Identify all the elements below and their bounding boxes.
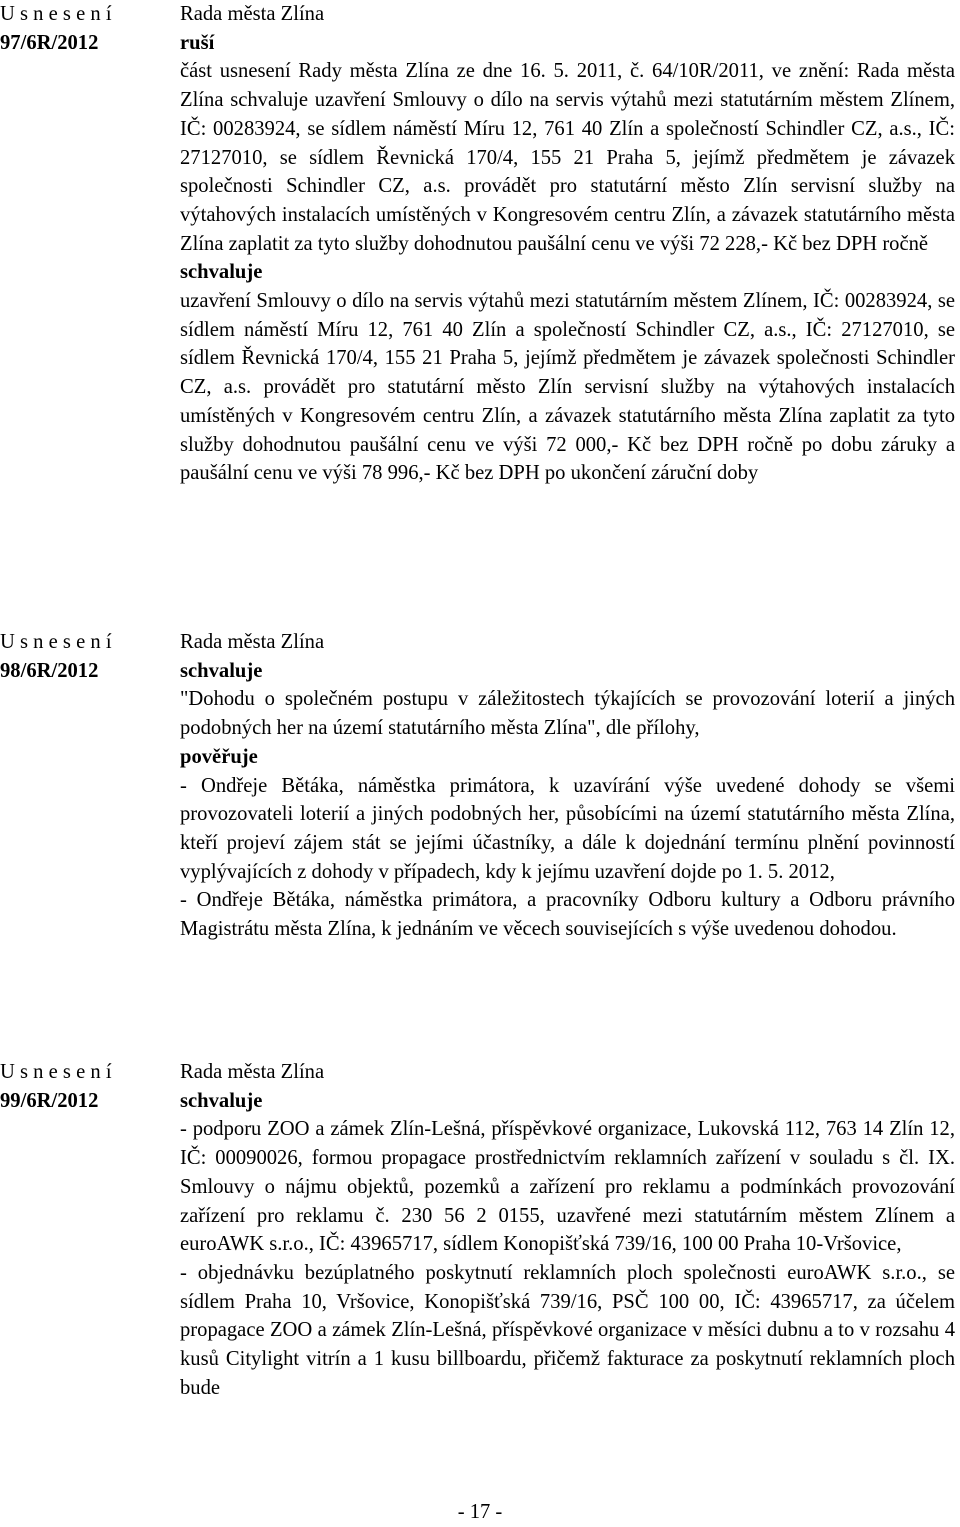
resolution-action-keyword: schvaluje: [180, 659, 263, 682]
resolution-body: [180, 628, 955, 944]
resolution-subject: Rada města Zlína: [180, 631, 325, 653]
resolution-paragraph: "Dohodu o společném postupu v záležitostech týkajících se provozování loterií a jiných podobných her na území statutárního města Zlína", dle přílohy,: [180, 688, 955, 740]
resolution-paragraph: - podporu ZOO a zámek Zlín-Lešná, příspěvkové organizace, Lukovská 112, 763 14 Zlín 12, IČ: 00090026, formou propagace prostřednictvím reklamních zařízení v souladu s čl. IX. Smlouvy o nájmu objektů, pozemků a zařízení pro reklamu a podmínkách provozování zařízení pro reklamu č. 230 56 2 0155, uzavřené mezi statutárním městem Zlínem a euroAWK s.r.o., IČ: 43965717, sídlem Konopišťská 739/16, 100 00 Praha 10-Vršovice,: [180, 1118, 955, 1256]
resolution-paragraph: - objednávku bezúplatného poskytnutí reklamních ploch společnosti euroAWK s.r.o., se sídlem Praha 10, Vršovice, Konopišťská 739/16, PSČ 100 00, IČ: 43965717, za účelem propagace ZOO a zámek Zlín-Lešná, příspěvkové organizace v měsíci dubnu a to v rozsahu 4 kusů Citylight vitrín a 1 kusu billboardu, přičemž fakturace za poskytnutí reklamních ploch bude: [180, 1261, 955, 1399]
resolution-body: [180, 1058, 955, 1402]
resolution-paragraph: uzavření Smlouvy o dílo na servis výtahů mezi statutárním městem Zlínem, IČ: 00283924, se sídlem náměstí Míru 12, 761 40 Zlín a společností Schindler CZ, a.s., IČ: 27127010, se sídlem Řevnická 170/4, 155 21 Praha 5, jejímž předmětem je závazek společnosti Schindler CZ, a.s. provádět pro statutární město Zlín servisní služby na výtahových instalacích umístěných v Kongresovém centru Zlín, a závazek statutárního města Zlína zaplatit za tyto služby dohodnutou paušální cenu ve výši 72 000,- Kč bez DPH ročně po dobu záruky a paušální cenu ve výši 78 996,- Kč bez DPH po ukončení záruční doby: [180, 290, 955, 485]
resolution-heading: U s n e s e n í: [0, 631, 112, 653]
resolution-number: 98/6R/2012: [0, 659, 99, 682]
resolution-paragraph: - Ondřeje Bětáka, náměstka primátora, a pracovníky Odboru kultury a Odboru právního Magistrátu města Zlína, k jednáním ve věcech souvisejících s výše uvedenou dohodou.: [180, 889, 955, 941]
resolution-number: 99/6R/2012: [0, 1089, 99, 1112]
resolution-action-keyword: pověřuje: [180, 745, 258, 768]
resolution-action-keyword: schvaluje: [180, 1089, 263, 1112]
resolution-number: 97/6R/2012: [0, 31, 99, 54]
resolution-heading: U s n e s e n í: [0, 3, 112, 25]
resolution-body: [180, 0, 955, 488]
resolution-action-keyword: schvaluje: [180, 261, 263, 284]
resolution-heading: U s n e s e n í: [0, 1061, 112, 1083]
resolution-subject: Rada města Zlína: [180, 3, 325, 25]
resolution-label: [0, 1058, 175, 1115]
resolution-paragraph: - Ondřeje Bětáka, náměstka primátora, k uzavírání výše uvedené dohody se všemi provozovateli loterií a jiných podobných her, působícími na území statutárního města Zlína, kteří projeví zájem stát se jejími účastníky, a dále k dojednání termínu plnění povinností vyplývajících z dohody v případech, kdy k jejímu uzavření dojde po 1. 5. 2012,: [180, 774, 955, 883]
resolution-paragraph: část usnesení Rady města Zlína ze dne 16. 5. 2011, č. 64/10R/2011, ve znění: Rada města Zlína schvaluje uzavření Smlouvy o dílo na servis výtahů mezi statutárním městem Zlínem, IČ: 00283924, se sídlem náměstí Míru 12, 761 40 Zlín a společností Schindler CZ, a.s., IČ: 27127010, se sídlem Řevnická 170/4, 155 21 Praha 5, jejímž předmětem je závazek společnosti Schindler CZ, a.s. provádět pro statutární město Zlín servisní služby na výtahových instalacích umístěných v Kongresovém centru Zlín, a závazek statutárního města Zlína zaplatit za tyto služby dohodnutou paušální cenu ve výši 72 228,- Kč bez DPH ročně: [180, 60, 955, 255]
resolution-label: [0, 628, 175, 685]
resolution-subject: Rada města Zlína: [180, 1061, 325, 1083]
resolution-label: [0, 0, 175, 57]
resolution-action-keyword: ruší: [180, 31, 215, 54]
page-number: - 17 -: [457, 1501, 503, 1523]
